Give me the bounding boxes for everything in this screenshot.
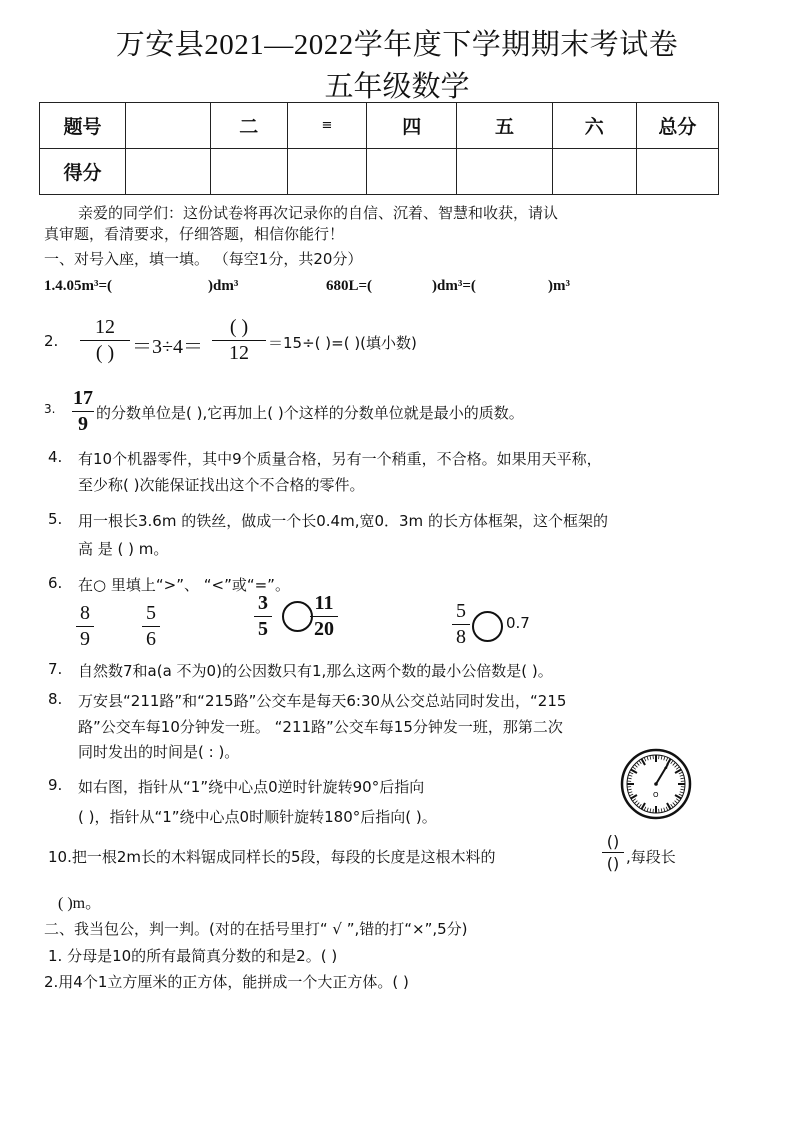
- q6-c-denominator: 5: [258, 618, 268, 640]
- clock-tick: [630, 772, 634, 774]
- clock-tick: [637, 803, 640, 806]
- clock-tick: [666, 807, 668, 811]
- q2-f2-denominator: 12: [229, 342, 249, 364]
- q2-fraction-1: [80, 316, 130, 365]
- clock-tick: [675, 801, 678, 804]
- q6-compare-circle-2[interactable]: [472, 611, 503, 642]
- section1-heading: 一、对号入座，填一填。 （每空1分，共20分）: [44, 250, 363, 268]
- q6-d-denominator: 20: [314, 618, 334, 640]
- clock-tick: [680, 775, 684, 776]
- clock-tick: [633, 767, 636, 769]
- clock-tick: [628, 792, 632, 793]
- q3-number: 3.: [44, 402, 56, 416]
- clock-center-label: O: [653, 791, 659, 799]
- score-row-label: 得分: [40, 149, 126, 195]
- q10-fraction: [602, 832, 624, 873]
- q7-text: 自然数7和a(a 不为0)的公因数只有1,那么这两个数的最小公倍数是( )。: [78, 662, 553, 680]
- q9-number: 9.: [48, 776, 63, 794]
- clock-tick: [642, 759, 646, 765]
- q3-fraction: [72, 387, 94, 436]
- clock-tick: [664, 808, 665, 812]
- q2-f1-numerator: 12: [95, 316, 115, 338]
- clock-tick: [628, 778, 632, 779]
- q6-c-numerator: 3: [258, 592, 268, 614]
- intro-line-1: 亲爱的同学们：这份试卷将再次记录你的自信、沉着、智慧和收获，请认: [78, 204, 559, 222]
- q1-part-e: )m³: [548, 278, 570, 294]
- score-header-6: 六: [552, 103, 636, 149]
- clock-tick: [661, 808, 662, 812]
- clock-tick: [631, 770, 637, 774]
- q6-number: 6.: [48, 574, 63, 592]
- q6-a-numerator: 8: [80, 602, 90, 624]
- exam-subtitle: 五年级数学: [324, 71, 470, 103]
- clock-tick: [680, 778, 684, 779]
- q5-line-2: 高 是 ( ) m。: [78, 540, 169, 558]
- q9-line-2: ( )，指针从“1”绕中心点0时顺针旋转180°后指向( )。: [78, 808, 437, 826]
- q6-text: 在○ 里填上“>”、 “<”或“=”。: [78, 576, 290, 594]
- q6-fraction-d: [310, 592, 338, 641]
- clock-tick: [639, 761, 641, 764]
- q3-text: 的分数单位是( ),它再加上( )个这样的分数单位就是最小的质数。: [96, 404, 524, 422]
- clock-tick: [671, 804, 673, 807]
- clock-tick: [675, 765, 678, 768]
- q9-line-1: 如右图，指针从“1”绕中心点0逆时针旋转90°后指向: [78, 778, 425, 796]
- q7-number: 7.: [48, 660, 63, 678]
- score-cell[interactable]: [367, 149, 457, 195]
- q6-b-denominator: 6: [146, 628, 156, 650]
- q2-f2-numerator: ( ): [229, 316, 249, 338]
- q2-equation-mid: ＝3÷4＝: [132, 336, 203, 358]
- q6-decimal: 0.7: [506, 614, 530, 632]
- q6-e-numerator: 5: [456, 600, 466, 622]
- intro-line-2: 真审题，看清要求，仔细答题，相信你能行！: [44, 225, 345, 243]
- q10-denominator: (): [606, 854, 620, 873]
- q8-line-3: 同时发出的时间是( : )。: [78, 743, 240, 761]
- q4-line-2: 至少称( )次能保证找出这个不合格的零件。: [78, 476, 365, 494]
- q6-b-numerator: 5: [146, 602, 156, 624]
- q8-line-1: 万安县“211路”和“215路”公交车是每天6:30从公交总站同时发出，“215: [78, 692, 567, 710]
- q2-rest: ＝15÷( )=( )(填小数): [268, 334, 417, 352]
- q10-line-2: ( )m。: [58, 895, 102, 912]
- clock-tick: [650, 756, 651, 760]
- q5-line-1: 用一根长3.6m 的铁丝，做成一个长0.4m,宽0．3m 的长方体框架，这个框架的: [78, 512, 608, 530]
- score-header-label: 题号: [40, 103, 126, 149]
- q8-line-2: 路”公交车每10分钟发一班。 “211路”公交车每15分钟发一班，那第二次: [78, 718, 563, 736]
- q6-a-denominator: 9: [80, 628, 90, 650]
- score-header-4: 四: [367, 103, 457, 149]
- section2-q2: 2.用4个1立方厘米的正方体，能拼成一个大正方体。( ): [44, 973, 409, 991]
- q2-fraction-2: [212, 316, 266, 365]
- q6-fraction-a: [76, 602, 94, 651]
- score-header-total: 总分: [636, 103, 718, 149]
- clock-tick: [661, 756, 662, 760]
- clock-tick: [647, 756, 648, 760]
- clock-tick: [642, 803, 646, 809]
- clock-tick: [634, 801, 637, 804]
- score-header-3: ≡: [287, 103, 367, 149]
- clock-tick: [631, 795, 637, 799]
- clock-tick: [673, 803, 676, 806]
- q6-fraction-c: [254, 592, 272, 641]
- clock-tick: [676, 767, 679, 769]
- clock-tick: [680, 792, 684, 793]
- clock-tick: [675, 795, 681, 799]
- q6-fraction-e: [452, 600, 470, 649]
- score-cell[interactable]: [457, 149, 553, 195]
- score-header-5: 五: [457, 103, 553, 149]
- clock-icon: [620, 748, 692, 820]
- score-cell[interactable]: [287, 149, 367, 195]
- q8-number: 8.: [48, 690, 63, 708]
- q4-line-1: 有10个机器零件，其中9个质量合格，另有一个稍重，不合格。如果用天平称，: [78, 450, 602, 468]
- score-table: [39, 102, 719, 195]
- clock-tick: [644, 807, 646, 811]
- q4-number: 4.: [48, 448, 63, 466]
- exam-title: 万安县2021—2022学年度下学期期末考试卷: [115, 29, 679, 61]
- clock-tick: [680, 789, 684, 790]
- q2-number: 2.: [44, 332, 59, 350]
- q1-part-d: )dm³=(: [432, 278, 476, 294]
- score-cell[interactable]: [211, 149, 287, 195]
- q1-part-b: )dm³: [208, 278, 239, 294]
- score-cell[interactable]: [636, 149, 718, 195]
- clock-tick: [633, 799, 636, 801]
- clock-tick: [637, 762, 640, 765]
- clock-tick: [639, 804, 641, 807]
- clock-tick: [673, 762, 676, 765]
- q1-part-a: 1.4.05m³=(: [44, 278, 113, 294]
- clock-tick: [647, 808, 648, 812]
- score-cell[interactable]: [552, 149, 636, 195]
- section2-q1: 1. 分母是10的所有最简真分数的和是2。( ): [48, 947, 338, 965]
- clock-tick: [671, 761, 673, 764]
- clock-tick: [675, 770, 681, 774]
- score-header-2: 二: [211, 103, 287, 149]
- q5-number: 5.: [48, 510, 63, 528]
- q10-line-1-end: ,每段长: [626, 848, 676, 866]
- q3-numerator: 17: [73, 387, 93, 409]
- q10-line-1: 10.把一根2m长的木料锯成同样长的5段，每段的长度是这根木料的: [48, 848, 496, 866]
- q1-part-c: 680L=(: [326, 278, 373, 294]
- q2-f1-denominator: ( ): [95, 342, 115, 364]
- clock-tick: [664, 756, 665, 760]
- clock-tick: [644, 758, 646, 762]
- section2-heading: 二、我当包公，判一判。(对的在括号里打“ √ ”,错的打“×”,5分): [44, 920, 468, 938]
- clock-tick: [628, 789, 632, 790]
- score-cell[interactable]: [125, 149, 210, 195]
- clock-tick: [679, 794, 683, 796]
- clock-tick: [667, 803, 671, 809]
- clock-tick: [634, 765, 637, 768]
- q6-d-numerator: 11: [314, 592, 334, 614]
- score-header-1: [125, 103, 210, 149]
- clock-tick: [666, 758, 668, 762]
- q6-e-denominator: 8: [456, 626, 466, 648]
- clock-tick: [650, 808, 651, 812]
- clock-tick: [679, 772, 683, 774]
- q6-fraction-b: [142, 602, 160, 651]
- q3-denominator: 9: [78, 413, 88, 435]
- q10-numerator: (): [606, 832, 620, 851]
- q6-compare-circle-1[interactable]: [282, 601, 313, 632]
- clock-tick: [676, 799, 679, 801]
- clock-tick: [628, 775, 632, 776]
- clock-tick: [630, 794, 634, 796]
